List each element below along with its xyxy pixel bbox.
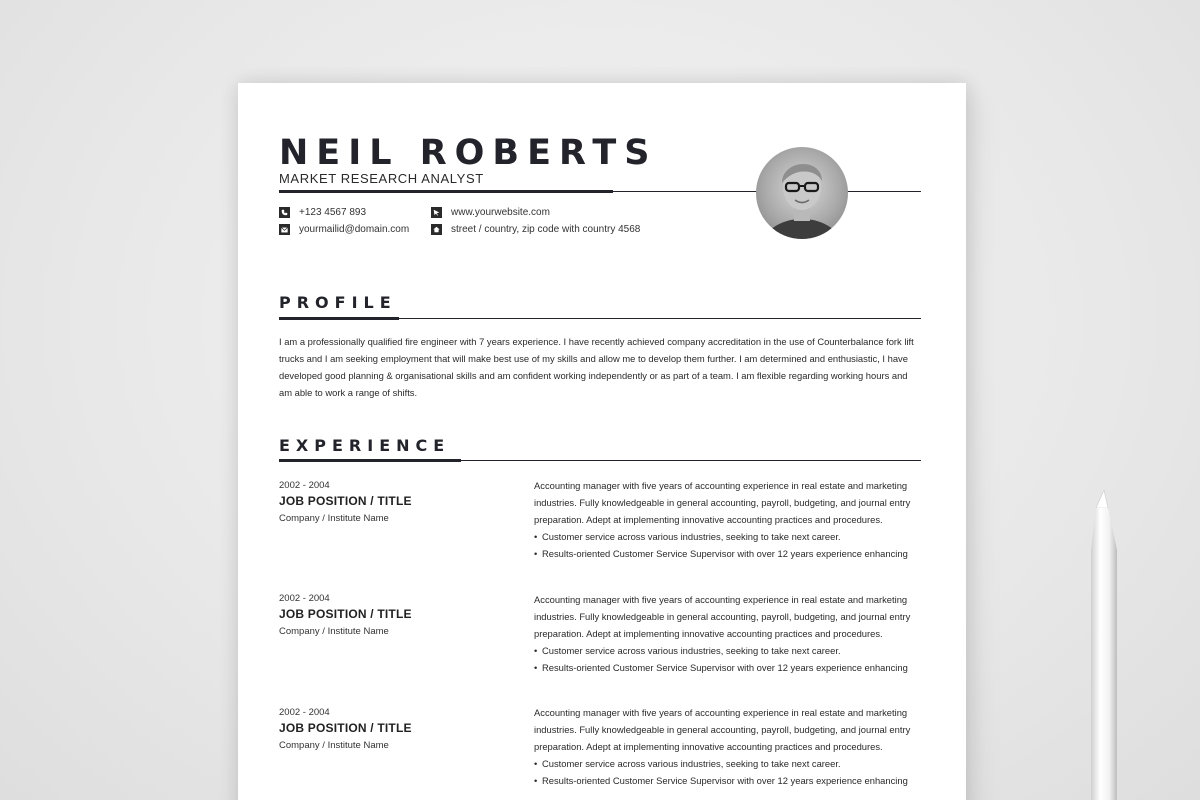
phone-text: +123 4567 893 <box>299 207 367 218</box>
website-text: www.yourwebsite.com <box>451 207 550 218</box>
job-dates: 2002 - 2004 <box>279 593 330 604</box>
experience-entry-description <box>534 477 929 562</box>
contact-website <box>431 207 550 218</box>
cursor-icon <box>431 207 442 218</box>
experience-entry-meta <box>279 480 509 524</box>
resume-job-title: MARKET RESEARCH ANALYST <box>279 171 484 186</box>
job-bullet: • Customer service across various industries, seeking to take next career. <box>534 528 929 545</box>
resume-name: NEIL ROBERTS <box>279 133 658 173</box>
job-bullets <box>534 528 929 562</box>
home-icon <box>431 224 442 235</box>
stylus-pen <box>1087 490 1121 800</box>
contact-phone <box>279 207 366 218</box>
job-position: JOB POSITION / TITLE <box>279 721 412 735</box>
job-company: Company / Institute Name <box>279 626 389 637</box>
job-bullet: • Results-oriented Customer Service Supervisor with over 12 years experience enhancing <box>534 659 929 676</box>
experience-rule <box>279 460 921 461</box>
phone-icon <box>279 207 290 218</box>
job-bullet: • Results-oriented Customer Service Supervisor with over 12 years experience enhancing <box>534 772 929 789</box>
contact-address <box>431 224 640 235</box>
job-position: JOB POSITION / TITLE <box>279 494 412 508</box>
experience-entry-meta <box>279 593 509 637</box>
profile-text: I am a professionally qualified fire engineer with 7 years experience. I have recently achieved company accreditation in the use of Counterbalance fork lift trucks and I am seeking employment that will make best use of my skills and allow me to develop them further. I am determined and enthusiastic, I have developed good planning & organisational skills and am confident working independently or as part of a team. I am flexible regarding working hours and am able to work a range of shifts. <box>279 336 914 398</box>
job-company: Company / Institute Name <box>279 740 389 751</box>
experience-entry-meta <box>279 707 509 751</box>
mail-icon <box>279 224 290 235</box>
experience-heading: EXPERIENCE <box>279 436 451 455</box>
job-dates: 2002 - 2004 <box>279 480 330 491</box>
job-company: Company / Institute Name <box>279 513 389 524</box>
job-bullets <box>534 755 929 789</box>
experience-entry-description <box>534 591 929 676</box>
job-dates: 2002 - 2004 <box>279 707 330 718</box>
job-position: JOB POSITION / TITLE <box>279 607 412 621</box>
email-text: yourmailid@domain.com <box>299 224 410 235</box>
job-bullet: • Customer service across various industries, seeking to take next career. <box>534 755 929 772</box>
job-bullet: • Results-oriented Customer Service Supervisor with over 12 years experience enhancing <box>534 545 929 562</box>
job-bullets <box>534 642 929 676</box>
contact-email <box>279 224 409 235</box>
profile-heading: PROFILE <box>279 293 397 312</box>
job-bullet: • Customer service across various industries, seeking to take next career. <box>534 642 929 659</box>
experience-entry-description <box>534 704 929 789</box>
job-description: Accounting manager with five years of accounting experience in real estate and marketing industries. Fully knowledgeable in general accounting, payroll, budgeting, and journal entry preparation. Adept at implementing innovative accounting practices and procedures. <box>534 594 911 639</box>
address-text: street / country, zip code with country 4568 <box>451 224 641 235</box>
profile-rule <box>279 318 921 319</box>
job-description: Accounting manager with five years of accounting experience in real estate and marketing industries. Fully knowledgeable in general accounting, payroll, budgeting, and journal entry preparation. Adept at implementing innovative accounting practices and procedures. <box>534 707 911 752</box>
resume-page <box>238 83 966 800</box>
profile-photo <box>756 147 848 239</box>
job-description: Accounting manager with five years of accounting experience in real estate and marketing industries. Fully knowledgeable in general accounting, payroll, budgeting, and journal entry preparation. Adept at implementing innovative accounting practices and procedures. <box>534 480 911 525</box>
